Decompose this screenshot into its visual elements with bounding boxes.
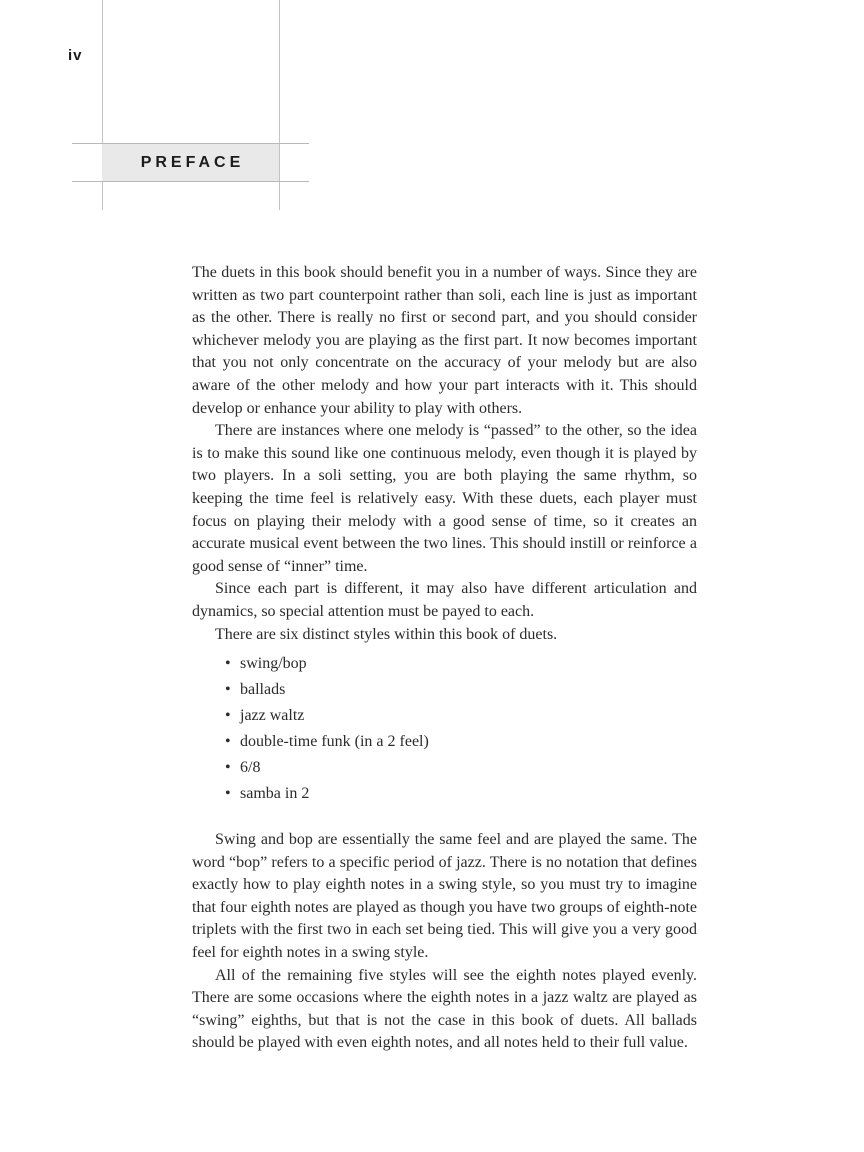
list-item-label: swing/bop bbox=[240, 655, 307, 673]
list-item-label: 6/8 bbox=[240, 759, 261, 777]
paragraph-swing-bop: Swing and bop are essentially the same feel and are played the same. The word “bop” refers to a specific period of jazz. There is no notation that defines exactly how to play eighth notes in a swing style, so you must try to imagine that four eighth notes are played as though you have two groups of eighth-note triplets with the first two in each set being tied. This will give you a very good feel for eighth notes in a swing style. bbox=[192, 831, 697, 962]
list-item-samba-in-2 bbox=[192, 781, 697, 807]
bullet-icon: • bbox=[225, 785, 231, 803]
list-item-label: double-time funk (in a 2 feel) bbox=[240, 733, 429, 751]
bullet-icon: • bbox=[225, 655, 231, 673]
paragraph-passed-melody: There are instances where one melody is “passed” to the other, so the idea is to make this sound like one continuous melody, even though it is played by two players. In a soli setting, you are both playing the same rhythm, so keeping the time feel is relatively easy. With these duets, each player must focus on playing their melody with a good sense of time, so it creates an accurate musical event between the two lines. This should instill or reinforce a good sense of “inner” time. bbox=[192, 422, 697, 575]
page-title: PREFACE bbox=[140, 153, 245, 171]
paragraph-intro: The duets in this book should benefit you in a number of ways. Since they are written as two part counterpoint rather than soli, each line is just as important as the other. There is really no first or second part, and you should consider whichever melody you are playing as the first part. It now becomes important that you not only concentrate on the accuracy of your melody but are also aware of the other melody and how your part interacts with it. This should develop or enhance your ability to play with others. bbox=[192, 264, 697, 417]
grid-horizontal-line-bottom bbox=[72, 181, 309, 182]
styles-list bbox=[192, 651, 697, 807]
list-item-ballads bbox=[192, 677, 697, 703]
bullet-icon: • bbox=[225, 733, 231, 751]
list-item-six-eight bbox=[192, 755, 697, 781]
list-item-label: jazz waltz bbox=[240, 707, 305, 725]
page-number: iv bbox=[68, 47, 83, 64]
list-item-double-time-funk bbox=[192, 729, 697, 755]
bullet-icon: • bbox=[225, 707, 231, 725]
preface-body bbox=[192, 262, 697, 1055]
paragraph-styles-intro: There are six distinct styles within this book of duets. bbox=[215, 625, 558, 643]
bullet-icon: • bbox=[225, 681, 231, 699]
grid-vertical-line-right bbox=[279, 0, 280, 210]
list-item-swing-bop bbox=[192, 651, 697, 677]
list-item-label: samba in 2 bbox=[240, 785, 310, 803]
bullet-icon: • bbox=[225, 759, 231, 777]
list-item-label: ballads bbox=[240, 681, 286, 699]
list-item-jazz-waltz bbox=[192, 703, 697, 729]
paragraph-articulation: Since each part is different, it may also have different articulation and dynamics, so special attention must be payed to each. bbox=[192, 580, 697, 620]
paragraph-remaining-styles: All of the remaining five styles will see the eighth notes played evenly. There are some occasions where the eighth notes in a jazz waltz are played as “swing” eighths, but that is not the case in this book of duets. All ballads should be played with even eighth notes, and all notes held to their full value. bbox=[192, 966, 697, 1052]
preface-heading-box bbox=[102, 144, 279, 181]
